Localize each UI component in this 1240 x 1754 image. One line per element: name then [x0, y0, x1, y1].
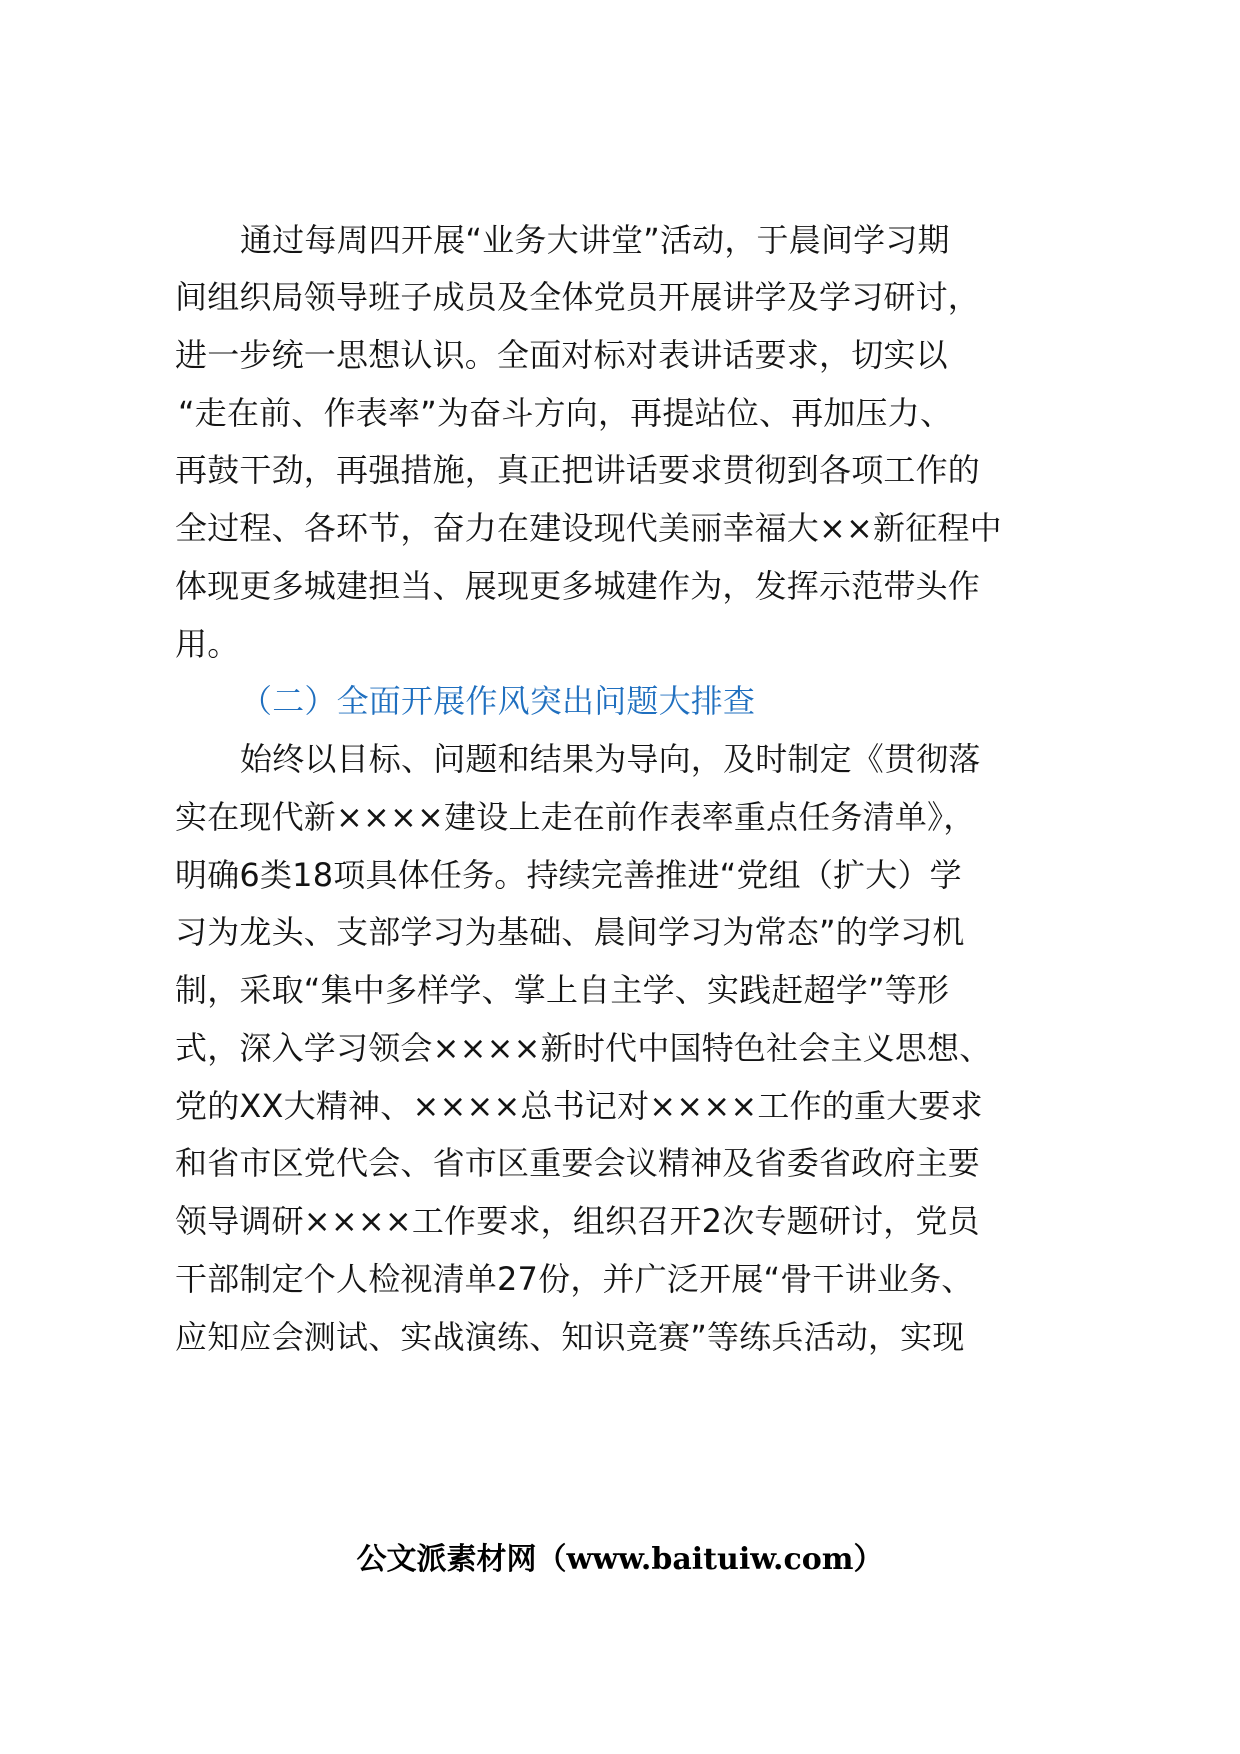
- paragraph-1-line-4: “走在前、作表率”为奋斗方向，再提站位、再加压力、: [178, 394, 953, 432]
- paragraph-2-line-5: 制，采取“集中多样学、掌上自主学、实践赶超学”等形: [175, 971, 950, 1009]
- paragraph-2-line-10: 干部制定个人检视清单27份，并广泛开展“骨干讲业务、: [175, 1260, 974, 1298]
- paragraph-2-line-8: 和省市区党代会、省市区重要会议精神及省委省政府主要: [175, 1144, 981, 1182]
- paragraph-2-line-9: 领导调研××××工作要求，组织召开2次专题研讨，党员: [175, 1202, 980, 1240]
- paragraph-2-line-11: 应知应会测试、实战演练、知识竞赛”等练兵活动，实现: [175, 1318, 965, 1356]
- paragraph-2-line-3: 明确6类18项具体任务。持续完善推进“党组（扩大）学: [175, 856, 962, 894]
- paragraph-1-line-2: 间组织局领导班子成员及全体党员开展讲学及学习研讨，: [175, 278, 981, 316]
- paragraph-2-line-1: 始终以目标、问题和结果为导向，及时制定《贯彻落: [240, 740, 981, 778]
- paragraph-2-line-4: 习为龙头、支部学习为基础、晨间学习为常态”的学习机: [175, 913, 965, 951]
- paragraph-1-line-7: 体现更多城建担当、展现更多城建作为，发挥示范带头作: [175, 567, 981, 605]
- page-footer-watermark: 公文派素材网（www.baituiw.com）: [356, 1542, 884, 1577]
- paragraph-2-line-7: 党的XX大精神、××××总书记对××××工作的重大要求: [175, 1087, 983, 1125]
- paragraph-1-line-8: 用。: [175, 625, 240, 663]
- paragraph-2-line-6: 式，深入学习领会××××新时代中国特色社会主义思想、: [175, 1029, 992, 1067]
- paragraph-1-line-1: 通过每周四开展“业务大讲堂”活动，于晨间学习期: [240, 221, 950, 259]
- paragraph-1-line-5: 再鼓干劲，再强措施，真正把讲话要求贯彻到各项工作的: [175, 451, 981, 489]
- paragraph-1-line-3: 进一步统一思想认识。全面对标对表讲话要求，切实以: [175, 336, 948, 374]
- paragraph-2-line-2: 实在现代新××××建设上走在前作表率重点任务清单》，: [175, 798, 976, 836]
- paragraph-1-line-6: 全过程、各环节，奋力在建设现代美丽幸福大××新征程中: [175, 509, 1002, 547]
- section-heading: （二）全面开展作风突出问题大排查: [240, 682, 756, 720]
